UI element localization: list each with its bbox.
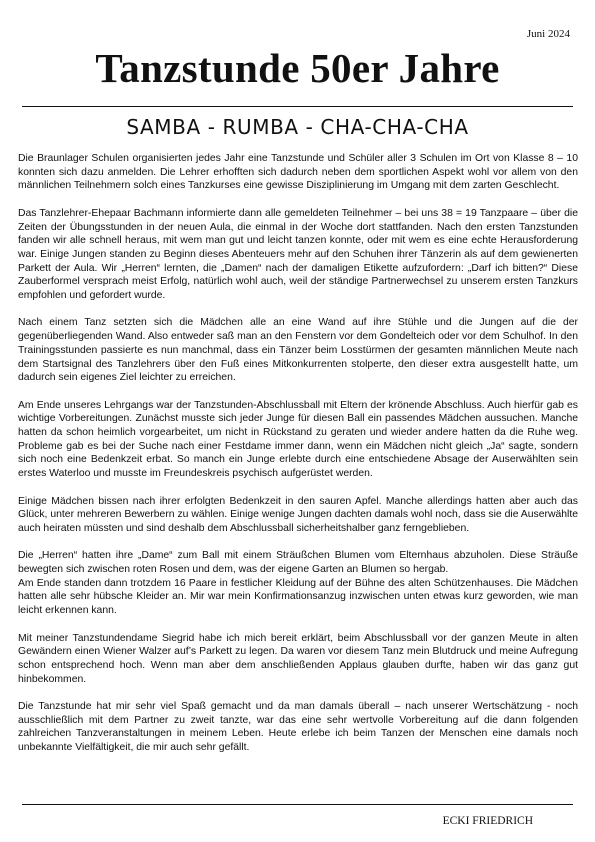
paragraph-6: Die „Herren“ hatten ihre „Dame“ zum Ball mit einem Sträußchen Blumen vom Elternhaus abzuholen. Diese Sträuße bewegten sich zwischen roten Rosen und dem, was der eigene Garten an Blumen so hergab. <box>18 550 578 576</box>
title-divider <box>22 106 573 107</box>
paragraph-7: Am Ende standen dann trotzdem 16 Paare in festlicher Kleidung auf der Bühne des alten Schützenhauses. Die Mädchen hatten alle sehr hübsche Kleider an. Mir war mein Konfirmationsanzug inzwischen unten etwas kurz geworden, wie man leicht erkennen kann. <box>18 577 578 617</box>
issue-date: Juni 2024 <box>526 28 570 40</box>
paragraph-3: Nach einem Tanz setzten sich die Mädchen alle an eine Wand auf ihre Stühle und die Jungen auf die der gegenüberliegenden Wand. Also entweder saß man an den Fenstern vor dem Gondelteich oder vor dem Schulhof. In den Trainingsstunden passierte es nun manchmal, dass ein Tänzer beim Losstürmen der gesamten männlichen Meute nach dem Startsignal des Tanzlehrers über den Fuß eines Mitkonkurrenten stolperte, den dieser extra ausgestellt hatte, um dadurch sein eigenes Ziel leichter zu erreichen. <box>18 317 578 384</box>
paragraph-9: Die Tanzstunde hat mir sehr viel Spaß gemacht und da man damals überall – nach unserer Wertschätzung - noch ausschließlich mit dem Partner zu zweit tanzte, war das eine sehr wertvolle Vorbereitung auf die dann folgenden zahlreichen Tanzveranstaltungen in meinem Leben. Heute erlebe ich beim Tanzen der Menschen eine damals noch unbekannte Vielfältigkeit, die mir auch sehr gefällt. <box>18 701 578 754</box>
paragraph-8: Mit meiner Tanzstundendame Siegrid habe ich mich bereit erklärt, beim Abschlussball vor der ganzen Meute in alten Gewändern einen Wiener Walzer auf’s Parkett zu legen. Da waren vor diesem Tanz mein Blutdruck und meine Aufregung schon entsprechend hoch. Wenn man aber dem anschließenden Applaus glauben durfte, haben wir das ganz gut hinbekommen. <box>18 632 578 685</box>
paragraph-1: Die Braunlager Schulen organisierten jedes Jahr eine Tanzstunde und Schüler aller 3 Schulen im Ort von Klasse 8 – 10 konnten sich dazu anmelden. Die Lehrer erhofften sich dadurch neben dem sportlichen Aspekt wohl vor allem von den männlichen Teilnehmern solch eines Tanzkurses eine gewisse Disziplinierung im Umgang mit dem zarten Geschlecht. <box>18 153 578 192</box>
footer-divider <box>22 804 573 805</box>
paragraph-5: Einige Mädchen bissen nach ihrer erfolgten Bedenkzeit in den sauren Apfel. Manche allerdings hatten aber auch das Glück, unter mehreren Bewerbern zu wählen. Einige wenige Jungen dachten damals wohl noch, dass sie die Auserwählte auch heiraten müssten und sind deshalb dem Abschlussball sicherheitshalber ganz ferngeblieben. <box>18 495 578 534</box>
article-body <box>18 152 578 769</box>
author-name: ECKI FRIEDRICH <box>442 815 533 827</box>
page-title: Tanzstunde 50er Jahre <box>95 45 500 91</box>
paragraph-4: Am Ende unseres Lehrgangs war der Tanzstunden-Abschlussball mit Eltern der krönende Abschluss. Auch hierfür gab es wichtige Vorbereitungen. Zunächst musste sich jeder Junge für diesen Ball ein passendes Mädchen aussuchen. Manche hatten da schon heimlich vorgearbeitet, um nicht in Rückstand zu geraten und wieder andere hatten da die Ruhe weg. Probleme gab es bei der Suche nach einer Festdame immer dann, wenn ein Mädchen nicht gleich „Ja“ sagte, sondern sich noch eine Bedenkzeit erbat. So manch ein Junge erlebte durch eine entschiedene Absage der Auserwählten sein erstes Waterloo und musste im Freundeskreis psychisch aufgerüstet werden. <box>18 399 578 480</box>
page-subtitle: SAMBA - RUMBA - CHA-CHA-CHA <box>126 115 469 139</box>
paragraph-2: Das Tanzlehrer-Ehepaar Bachmann informierte dann alle gemeldeten Teilnehmer – bei uns 38 = 19 Tanzpaare – über die Zeiten der Übungsstunden in der neuen Aula, die einmal in der Woche dort stattfanden. Nach den ersten Tanzstunden fanden wir alle schnell heraus, mit wem man gut und leicht tanzen konnte, oder mit wem es eine echte Herausforderung war. Einige Jungen standen zu Beginn dieses Abenteuers mehr auf den Schuhen ihrer Tänzerin als auf dem gewienerten Parkett der Aula. Wir „Herren“ lernten, die „Damen“ nach der damaligen Etikette aufzufordern: „Darf ich bitten?“ Diese Zauberformel versprach meist Erfolg, natürlich wohl auch, weil der ständige Partnerwechsel zu unserem ersten Tanzkurs empfohlen und gefordert wurde. <box>18 207 578 302</box>
